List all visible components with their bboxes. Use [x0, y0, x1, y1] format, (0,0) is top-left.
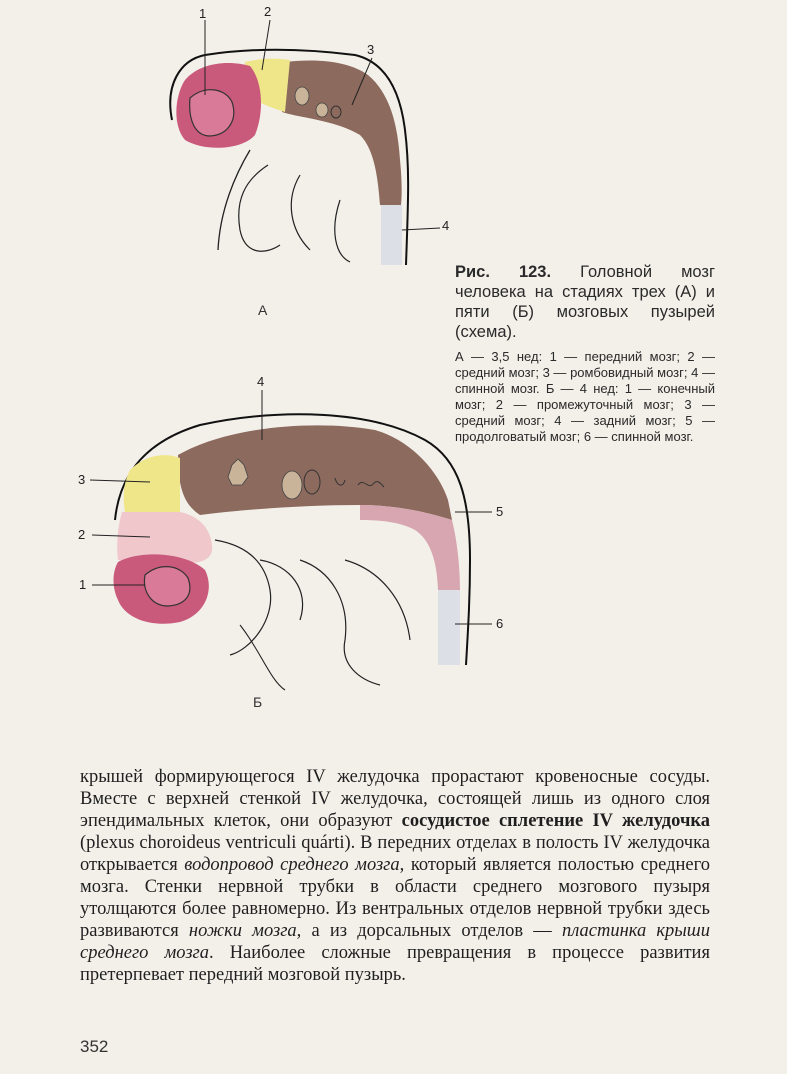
body-text-part-5: . Наиболее сложные превращения в процессе развития претерпевает передний мозговой пузырь. — [80, 943, 710, 985]
panel-a-callout-2: 2 — [264, 4, 272, 19]
panel-b-hindbrain — [178, 425, 452, 520]
panel-b-callout-6: 6 — [496, 616, 504, 631]
panel-b-drawing — [90, 390, 492, 690]
panel-a-callout-1: 1 — [199, 6, 207, 21]
panel-a-callout-3: 3 — [367, 42, 375, 57]
body-text-part-1: крышей формирующегося IV желудочка прорастают кровеносные сосуды. Вместе с верхней стенкой IV желудочка, состоящей лишь из одного слоя эпендимальных клеток, они образуют — [80, 767, 710, 831]
figure-caption — [455, 262, 715, 445]
body-paragraph — [80, 766, 710, 986]
panel-a-drawing — [170, 20, 440, 265]
term-cerebral-peduncles: ножки мозга — [188, 921, 297, 941]
term-choroid-plexus: сосудистое сплетение IV желудочка — [401, 811, 711, 831]
page-number: 352 — [80, 1037, 109, 1056]
panel-a-callout-4: 4 — [442, 218, 450, 233]
panel-b-callout-5: 5 — [496, 504, 504, 519]
panel-b-label: Б — [253, 694, 263, 710]
panel-b-callout-4: 4 — [257, 374, 265, 389]
term-tectal-plate: пластинка крыши среднего мозга — [80, 921, 711, 963]
panel-b-spinal-cord — [438, 590, 460, 665]
panel-b-callout-1: 1 — [79, 577, 87, 592]
panel-b-midbrain — [124, 455, 180, 512]
body-text-part-2: (plexus choroideus ventriculi quárti). В передних отделах в полость IV желудочка открывается — [80, 833, 710, 875]
panel-b-callout-2: 2 — [78, 527, 86, 542]
panel-a-rhombencephalon — [282, 61, 402, 205]
panel-a-label: А — [258, 302, 268, 318]
term-aqueduct: водопровод среднего мозга — [184, 855, 400, 875]
caption-number: Рис. 123. — [455, 263, 552, 281]
caption-title-text: Головной мозг человека на стадиях трех (А) и пяти (Б) мозговых пузырей (схема). — [455, 263, 715, 341]
body-text-part-4: , а из дорсальных отделов — — [296, 921, 562, 941]
caption-legend: А — 3,5 нед: 1 — передний мозг; 2 — средний мозг; 3 — ромбовидный мозг; 4 — спинной мозг. Б — 4 нед: 1 — конечный мозг; 2 — промежуточный мозг; 3 — средний мозг; 4 — задний мозг; 5 — продолговатый мозг; 6 — спинной мозг. — [455, 349, 715, 444]
panel-a-spinal-cord — [381, 205, 402, 265]
panel-b-callout-3: 3 — [78, 472, 86, 487]
body-text-part-3: , который является полостью среднего мозга. Стенки нервной трубки в области среднего мозгового пузыря утолщаются более равномерно. Из вентральных отделов нервной трубки здесь развиваются — [80, 855, 711, 941]
caption-title — [455, 262, 715, 342]
